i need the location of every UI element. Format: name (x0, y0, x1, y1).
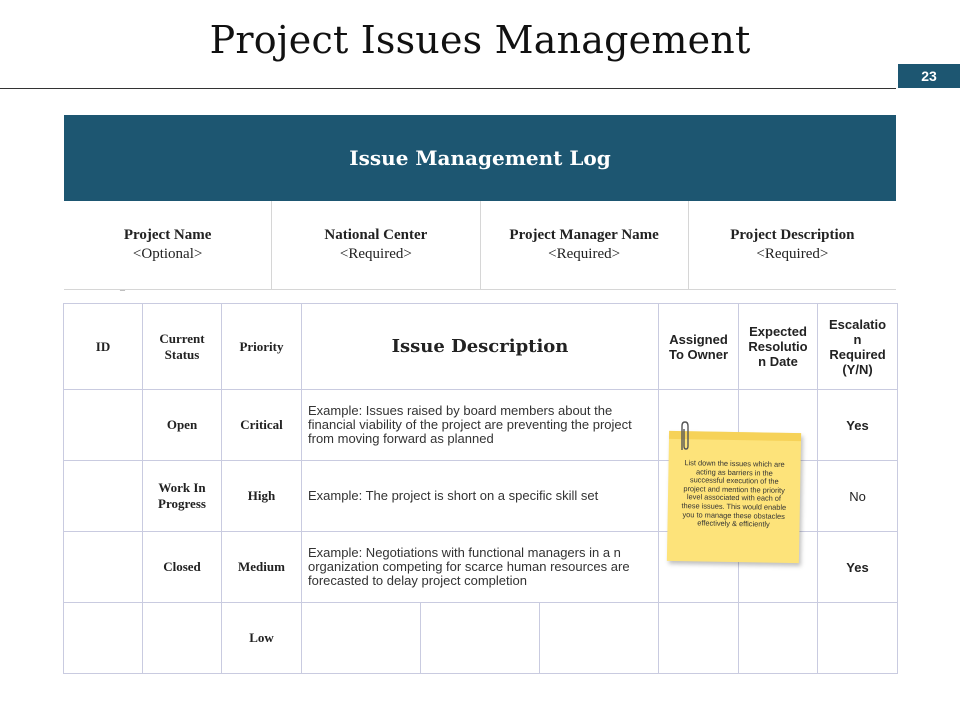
header-resolution-date: Expected Resolutio n Date (739, 304, 818, 390)
cell-id (64, 532, 143, 603)
cell-id (64, 461, 143, 532)
cell-resolution-date (739, 603, 818, 674)
cell-escalation: No (818, 461, 898, 532)
title-divider (0, 88, 896, 89)
cell-status: Open (143, 390, 222, 461)
cell-status: Work In Progress (143, 461, 222, 532)
cell-id (64, 603, 143, 674)
info-project-manager (480, 201, 688, 289)
info-value: <Required> (548, 246, 621, 262)
slide-title: Project Issues Management (209, 18, 751, 62)
info-label: Project Name (123, 227, 212, 243)
cell-status: Closed (143, 532, 222, 603)
cell-escalation: Yes (818, 390, 898, 461)
info-national-center (271, 201, 479, 289)
cell-description: Example: Issues raised by board members about the financial viability of the project are preventing the project from moving forward as planned (302, 390, 659, 461)
cell-priority: Low (222, 603, 302, 674)
cell-description: Example: The project is short on a specific skill set (302, 461, 659, 532)
header-owner: Assigned To Owner (659, 304, 739, 390)
cell-description (302, 603, 421, 674)
info-project-name (64, 201, 271, 289)
paperclip-icon (678, 420, 692, 454)
info-label: National Center (324, 227, 428, 243)
info-value: <Required> (339, 246, 412, 262)
project-info-row (64, 201, 896, 290)
log-header: Issue Management Log (64, 115, 896, 201)
cell-escalation: Yes (818, 532, 898, 603)
info-value: <Required> (756, 246, 829, 262)
cell-id (64, 390, 143, 461)
info-value: <Optional> (132, 246, 203, 262)
info-project-description (688, 201, 896, 289)
page-number-badge: 23 (898, 64, 960, 88)
cell-owner (659, 603, 739, 674)
header-priority: Priority (222, 304, 302, 390)
header-status: Current Status (143, 304, 222, 390)
info-label: Project Manager Name (509, 227, 659, 243)
header-id: ID (64, 304, 143, 390)
info-label: Project Description (730, 227, 855, 243)
table-header-row (64, 304, 898, 390)
cell-escalation (818, 603, 898, 674)
cell-description (421, 603, 540, 674)
cell-status (143, 603, 222, 674)
sticky-note-text: List down the issues which are acting as barriers in the successful execution of the project and mention the priority level associated with each of these issues. This would enable you to manage these obstacles effectively & efficiently (681, 458, 787, 529)
header-escalation: Escalatio n Required (Y/N) (818, 304, 898, 390)
cell-priority: Critical (222, 390, 302, 461)
cell-description: Example: Negotiations with functional managers in a n organization competing for scarce human resources are forecasted to delay project completion (302, 532, 659, 603)
table-row (64, 603, 898, 674)
cell-priority: High (222, 461, 302, 532)
cell-priority: Medium (222, 532, 302, 603)
cell-description (540, 603, 659, 674)
dash-mark: – (120, 285, 125, 296)
header-description: Issue Description (302, 304, 659, 390)
